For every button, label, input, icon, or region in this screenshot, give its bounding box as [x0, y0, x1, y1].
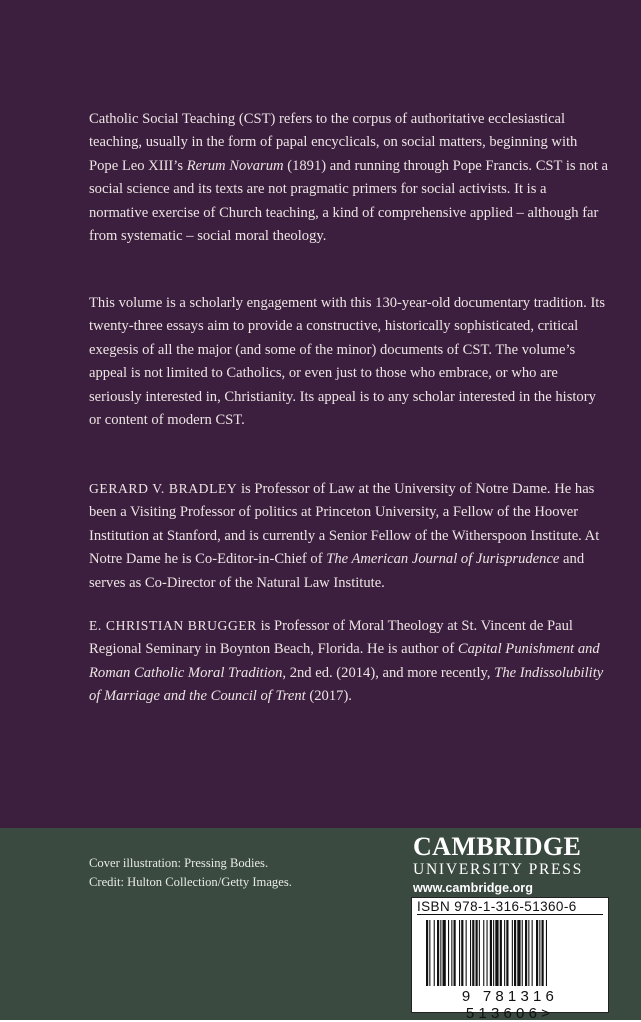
publisher-press: UNIVERSITY PRESS: [413, 861, 584, 878]
barcode-bar: [528, 920, 529, 986]
barcode-bar: [479, 920, 480, 986]
barcode-bar: [437, 920, 439, 986]
barcode-bar: [487, 920, 488, 986]
barcode-bar: [522, 920, 523, 986]
barcode-bar: [514, 920, 516, 986]
book-title-capital-punishment: Capital Punishment and Roman Catholic Moral Tradition: [89, 641, 600, 681]
barcode-bar: [440, 920, 441, 986]
bio-brugger: E. CHRISTIAN BRUGGER is Professor of Moral Theology at St. Vincent de Paul Regional Seminary in Boynton Beach, Florida. He is author of Capital Punishment and Roman Catholic Moral Tradition, 2nd ed. (2014), and more recently, The Indissolubility of Marriage and the Council of Trent (2017).: [89, 618, 604, 705]
cover-credits: [89, 854, 292, 891]
isbn-label: ISBN 978-1-316-51360-6: [417, 899, 603, 915]
publisher-url: www.cambridge.org: [413, 881, 533, 895]
barcode-bar: [472, 920, 474, 986]
barcode-arrow: >: [541, 1005, 555, 1022]
barcode-bar: [539, 920, 540, 986]
rerum-novarum-title: Rerum Novarum: [186, 157, 284, 174]
barcode-bar: [536, 920, 538, 986]
author-name-bradley: GERARD V. BRADLEY: [89, 481, 238, 496]
barcode-bar: [490, 920, 492, 986]
barcode-bar: [506, 920, 508, 986]
barcode-bar: [443, 920, 446, 986]
isbn-barcode: [411, 897, 609, 1022]
blurb-paragraph-2: This volume is a scholarly engagement with this 130-year-old documentary tradition. Its twenty-three essays aim to provide a constructive, historically sophisticated, critical exegesis of all the major (and some of the minor) documents of CST. The volume’s appeal is not limited to Catholics, or even just to those who embrace, or who are seriously interested in, Christianity. Its appeal is to any scholar interested in the history or content of modern CST.: [89, 295, 606, 429]
barcode-bar: [448, 920, 449, 986]
barcode-bars: [416, 918, 604, 988]
barcode-bar: [459, 920, 460, 986]
publisher-name: CAMBRIDGE: [413, 832, 582, 861]
barcode-bar: [504, 920, 505, 986]
author-name-brugger: E. CHRISTIAN BRUGGER: [89, 618, 257, 633]
barcode-bar: [483, 920, 484, 986]
barcode-bar: [461, 920, 463, 986]
barcode-bar: [466, 920, 467, 986]
barcode-bar: [532, 920, 533, 986]
barcode-bar: [500, 920, 502, 986]
barcode-bar: [493, 920, 494, 986]
barcode-bar: [476, 920, 478, 986]
barcode-bar: [517, 920, 520, 986]
book-title-indissolubility: The Indissolubility of Marriage and the Council of Trent: [89, 664, 604, 705]
barcode-bar: [454, 920, 456, 986]
publisher-logo: [413, 833, 603, 896]
barcode-bar: [429, 920, 430, 986]
barcode-bar: [451, 920, 452, 986]
barcode-bar: [512, 920, 513, 986]
barcode-bar: [495, 920, 498, 986]
barcode-bar: [426, 920, 428, 986]
barcode-bar: [470, 920, 471, 986]
barcode-bar: [546, 920, 547, 986]
barcode-digits: 9 781316 513606>: [461, 988, 559, 1022]
credit-line: Credit: Hulton Collection/Getty Images.: [89, 874, 292, 889]
bio-bradley: GERARD V. BRADLEY is Professor of Law at the University of Notre Dame. He has been a Visiting Professor of politics at Princeton University, a Fellow of the Hoover Institution at Stanford, and is currently a Senior Fellow of the Witherspoon Institute. At Notre Dame he is Co-Editor-in-Chief of The American Journal of Jurisprudence and serves as Co-Director of the Natural Law Institute.: [89, 481, 600, 591]
blurb-paragraph-1: Catholic Social Teaching (CST) refers to the corpus of authoritative ecclesiastical teaching, usually in the form of papal encyclicals, on social matters, beginning with Pope Leo XIII’s Rerum Novarum (1891) and running through Pope Francis. CST is not a social science and its texts are not pragmatic primers for social activists. It is a normative exercise of Church teaching, a kind of comprehensive applied – although far from systematic – social moral theology.: [89, 111, 608, 245]
barcode-bar: [542, 920, 544, 986]
barcode-bar: [525, 920, 527, 986]
journal-title: The American Journal of Jurisprudence: [326, 551, 560, 568]
barcode-bar: [434, 920, 435, 986]
cover-illustration-line: Cover illustration: Pressing Bodies.: [89, 856, 269, 870]
